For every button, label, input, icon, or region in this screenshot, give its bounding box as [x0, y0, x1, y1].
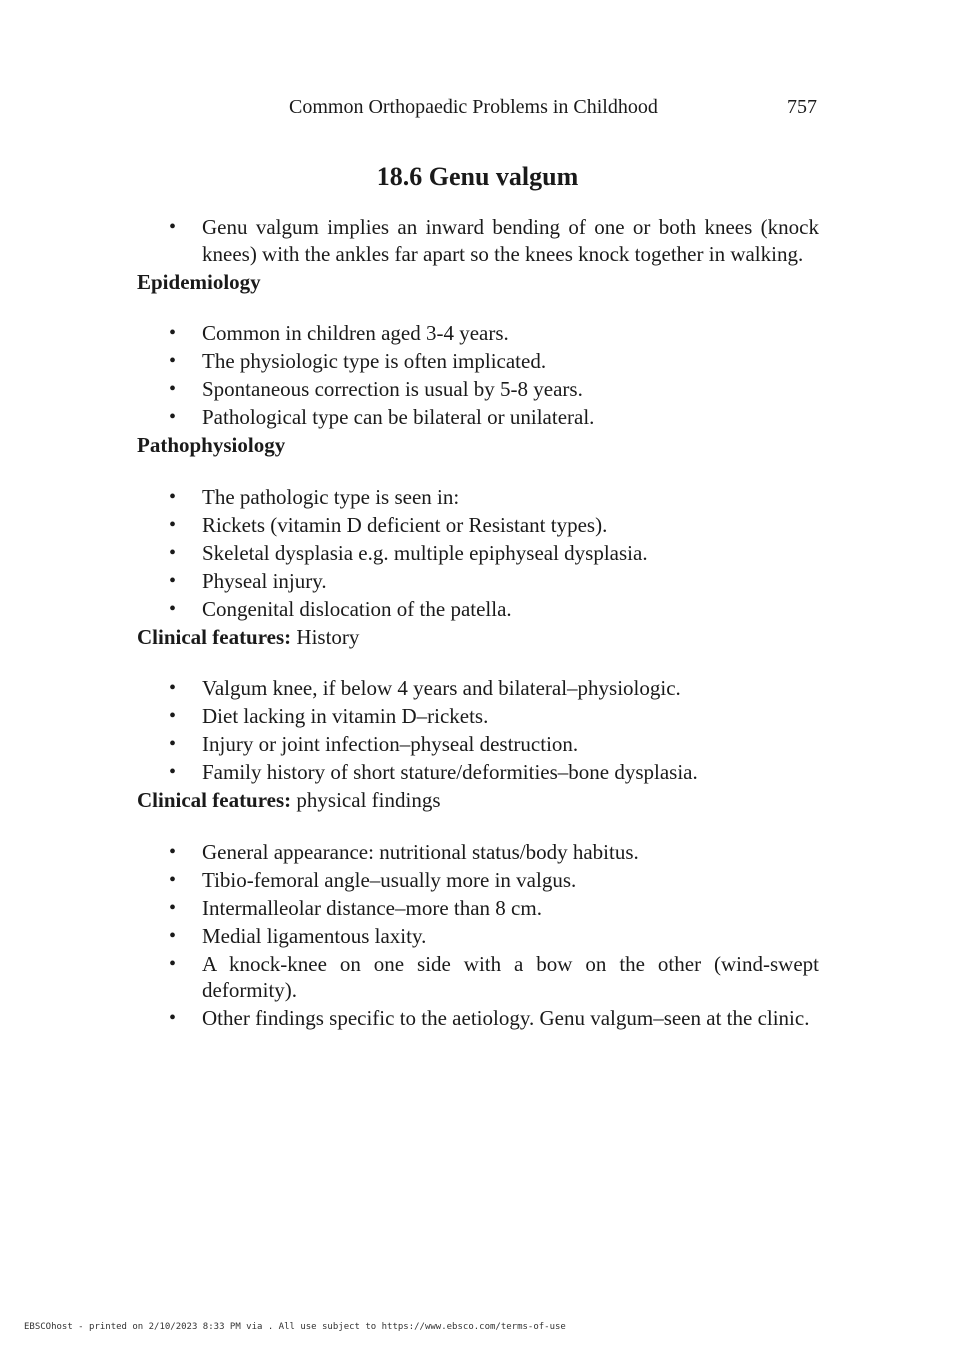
list-item	[137, 951, 819, 1004]
list-item	[137, 759, 819, 786]
list-item-text: Genu valgum implies an inward bending of one or both knees (knock knees) with the ankles far apart so the knees knock together in walking.	[202, 215, 819, 266]
bullet-icon: •	[169, 513, 177, 536]
list-item	[137, 568, 819, 595]
bullet-icon: •	[169, 677, 177, 699]
list-item-text: A knock-knee on one side with a bow on the other (wind-swept deformity).	[202, 951, 819, 1002]
epidemiology-list	[137, 320, 819, 431]
bullet-icon: •	[169, 705, 177, 727]
bullet-icon: •	[169, 1007, 177, 1029]
heading-label-bold: Clinical features:	[137, 624, 292, 649]
heading-label-rest: physical findings	[291, 788, 441, 812]
list-item-text: Rickets (vitamin D deficient or Resistant types).	[202, 512, 608, 537]
list-item	[137, 596, 819, 623]
bullet-icon: •	[169, 485, 177, 508]
list-item	[137, 675, 819, 702]
list-item-text: General appearance: nutritional status/body habitus.	[202, 839, 639, 864]
list-item	[137, 348, 819, 375]
list-item	[137, 923, 819, 950]
list-item-text: The physiologic type is often implicated.	[202, 349, 547, 373]
bullet-icon: •	[169, 216, 177, 238]
page-number: 757	[787, 96, 817, 118]
bullet-icon: •	[169, 924, 177, 947]
list-item	[137, 839, 819, 866]
list-item-text: Injury or joint infection–physeal destruction.	[202, 732, 579, 756]
list-item	[137, 484, 819, 511]
list-item	[137, 214, 819, 267]
heading-label-bold: Clinical features:	[137, 788, 292, 812]
intro-list	[137, 214, 819, 267]
bullet-icon: •	[169, 761, 177, 783]
list-item-text: Congenital dislocation of the patella.	[202, 596, 512, 621]
list-item-text: Spontaneous correction is usual by 5-8 years.	[202, 377, 583, 401]
list-item	[137, 404, 819, 431]
list-item	[137, 895, 819, 922]
epidemiology-heading	[137, 269, 819, 296]
bullet-icon: •	[169, 406, 177, 428]
list-item-text: The pathologic type is seen in:	[202, 484, 460, 509]
print-footer: EBSCOhost - printed on 2/10/2023 8:33 PM via . All use subject to https://www.ebsco.com/terms-of-use	[24, 1322, 566, 1332]
bullet-icon: •	[169, 952, 177, 975]
list-item-text: Common in children aged 3-4 years.	[202, 321, 509, 345]
bullet-icon: •	[169, 350, 177, 372]
heading-label: Pathophysiology	[137, 433, 286, 457]
list-item-text: Pathological type can be bilateral or unilateral.	[202, 405, 595, 429]
running-header	[0, 96, 955, 122]
list-item-text: Intermalleolar distance–more than 8 cm.	[202, 895, 542, 920]
list-item	[137, 867, 819, 894]
list-item	[137, 376, 819, 403]
page-content	[137, 214, 819, 1033]
list-item	[137, 320, 819, 347]
list-item	[137, 731, 819, 758]
bullet-icon: •	[169, 840, 177, 863]
list-item	[137, 703, 819, 730]
bullet-icon: •	[169, 733, 177, 755]
bullet-icon: •	[169, 541, 177, 564]
bullet-icon: •	[169, 378, 177, 400]
list-item	[137, 1005, 819, 1032]
pathophysiology-heading	[137, 432, 819, 459]
bullet-icon: •	[169, 896, 177, 919]
list-item-text: Family history of short stature/deformities–bone dysplasia.	[202, 760, 698, 784]
bullet-icon: •	[169, 569, 177, 592]
list-item-text: Physeal injury.	[202, 568, 327, 593]
pathophysiology-list	[137, 484, 819, 623]
physical-findings-heading	[137, 787, 819, 814]
list-item-text: Diet lacking in vitamin D–rickets.	[202, 704, 489, 728]
bullet-icon: •	[169, 868, 177, 891]
heading-label: Epidemiology	[137, 269, 261, 294]
list-item-text: Other findings specific to the aetiology. Genu valgum–seen at the clinic.	[202, 1006, 810, 1030]
bullet-icon: •	[169, 597, 177, 620]
list-item-text: Skeletal dysplasia e.g. multiple epiphyseal dysplasia.	[202, 540, 648, 565]
history-heading	[137, 624, 819, 651]
running-title: Common Orthopaedic Problems in Childhood	[289, 96, 658, 118]
bullet-icon: •	[169, 322, 177, 344]
list-item-text: Medial ligamentous laxity.	[202, 923, 427, 948]
heading-label-rest: History	[291, 624, 360, 649]
list-item	[137, 540, 819, 567]
list-item-text: Valgum knee, if below 4 years and bilateral–physiologic.	[202, 676, 681, 700]
list-item-text: Tibio-femoral angle–usually more in valgus.	[202, 867, 577, 892]
list-item	[137, 512, 819, 539]
physical-findings-list	[137, 839, 819, 1032]
history-list	[137, 675, 819, 786]
section-title: 18.6 Genu valgum	[376, 162, 579, 191]
